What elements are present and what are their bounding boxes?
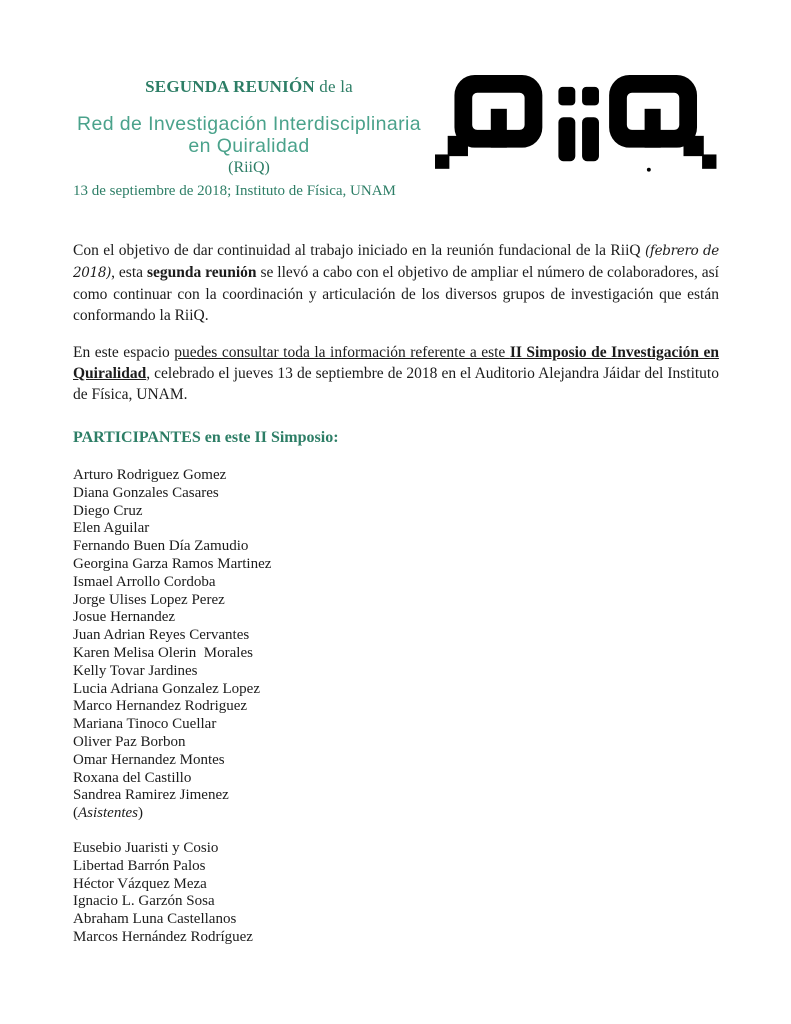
ii-glyphs xyxy=(558,87,599,161)
participant-name: Eusebio Juaristi y Cosio xyxy=(73,839,219,856)
attendees-list xyxy=(73,467,719,805)
participant-name: Diego Cruz xyxy=(73,502,143,519)
intro-paragraph-1 xyxy=(73,240,719,326)
participant-name: Oliver Paz Borbon xyxy=(73,733,186,750)
date-venue-line: 13 de septiembre de 2018; Instituto de Física, UNAM xyxy=(73,183,396,199)
participant-name: Ismael Arrollo Cordoba xyxy=(73,573,216,590)
attendees-note-label: Asistentes xyxy=(78,805,138,822)
p1-text-3: se llevó a cabo con el objetivo de ampliar el número de colaboradores, así como continuar con la coordinación y articulación de los diversos grupos de investigación que están conformando la RiiQ. xyxy=(73,264,719,324)
riiq-logo-graphic xyxy=(435,75,719,176)
participants-heading: PARTICIPANTES en este II Simposio: xyxy=(73,429,339,446)
header-title-block xyxy=(73,74,425,177)
p1-text-2: , esta xyxy=(111,264,147,281)
attendees-note-close: ) xyxy=(138,805,143,822)
link-text[interactable]: puedes consultar toda la información referente a este xyxy=(174,344,510,361)
participant-name: Marcos Hernández Rodríguez xyxy=(73,928,253,945)
participant-name: Josue Hernandez xyxy=(73,609,176,626)
participant-name: Libertad Barrón Palos xyxy=(73,857,206,874)
participant-name: Arturo Rodriguez Gomez xyxy=(73,467,227,483)
participant-name: Abraham Luna Castellanos xyxy=(73,911,237,928)
participant-name: Diana Gonzales Casares xyxy=(73,484,219,501)
p1-text-1: Con el objetivo de dar continuidad al trabajo iniciado en la reunión fundacional de la RiiQ xyxy=(73,242,645,259)
participant-name: Roxana del Castillo xyxy=(73,769,192,786)
meeting-title-rest: de la xyxy=(314,77,353,96)
riiq-logo xyxy=(435,74,719,176)
participant-name: Mariana Tinoco Cuellar xyxy=(73,716,217,733)
invited-list xyxy=(73,840,719,947)
participant-name: Marco Hernandez Rodriguez xyxy=(73,698,248,715)
p2-text-1: En este espacio xyxy=(73,344,175,361)
mirrored-q-glyph xyxy=(435,75,542,169)
participant-name: Georgina Garza Ramos Martinez xyxy=(73,555,272,572)
document-header xyxy=(73,74,719,177)
participant-name: Héctor Vázquez Meza xyxy=(73,875,207,892)
handwritten-date-note: (febrero de 2018) xyxy=(73,243,719,281)
participant-name: Elen Aguilar xyxy=(73,520,150,537)
link-bold-text[interactable]: II Simposio de Investigación en Quiralidad xyxy=(73,344,720,382)
participant-name: Juan Adrian Reyes Cervantes xyxy=(73,627,250,644)
participant-name: Sandrea Ramirez Jimenez xyxy=(73,787,229,804)
participant-name: Jorge Ulises Lopez Perez xyxy=(73,591,225,608)
q-glyph xyxy=(609,75,716,169)
org-name-line1: Red de Investigación Interdisciplinaria xyxy=(76,113,422,135)
attendees-note-open: ( xyxy=(73,805,78,822)
p2-text-2: , celebrado el jueves 13 de septiembre de 2018 en el Auditorio Alejandra Jáidar del Instituto de Física, UNAM. xyxy=(73,365,719,403)
meeting-title-bold: SEGUNDA REUNIÓN xyxy=(145,77,315,96)
logo-dot xyxy=(647,168,651,172)
participant-name: Kelly Tovar Jardines xyxy=(73,662,198,679)
participant-name: Ignacio L. Garzón Sosa xyxy=(73,893,215,910)
participant-name: Karen Melisa Olerin Morales xyxy=(73,644,253,661)
participant-name: Fernando Buen Día Zamudio xyxy=(73,538,249,555)
org-name-line2: en Quiralidad xyxy=(188,135,310,157)
p1-bold-phrase: segunda reunión xyxy=(146,264,257,281)
org-abbreviation: (RiiQ) xyxy=(228,159,270,176)
participant-name: Lucia Adriana Gonzalez Lopez xyxy=(73,680,260,697)
participant-name: Omar Hernandez Montes xyxy=(73,751,225,768)
intro-paragraph-2 xyxy=(73,342,719,405)
meeting-title xyxy=(73,77,425,97)
org-name xyxy=(73,113,425,157)
intro-section xyxy=(73,240,719,405)
attendees-note xyxy=(73,805,719,823)
